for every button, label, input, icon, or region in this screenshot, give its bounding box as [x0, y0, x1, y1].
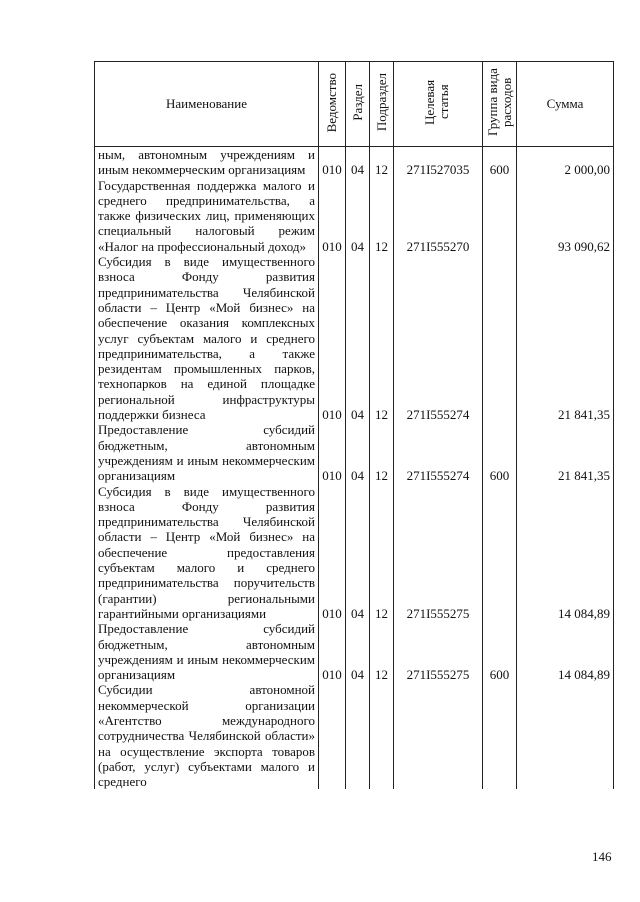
cell-target-article: 271I555275: [394, 484, 483, 622]
cell-expense-group: [483, 484, 517, 622]
cell-target-article: 271I555270: [394, 178, 483, 254]
cell-section: 04: [346, 484, 370, 622]
header-target-article-label: Целевая статья: [422, 79, 451, 125]
cell-amount: [517, 682, 614, 789]
cell-section: 04: [346, 621, 370, 682]
cell-amount: 93 090,62: [517, 178, 614, 254]
cell-name: Предоставление субсидий бюджетным, автономным учреждениям и иным некоммерческим организациям: [95, 621, 319, 682]
cell-department: 010: [319, 422, 346, 483]
cell-department: [319, 682, 346, 789]
cell-amount: 21 841,35: [517, 422, 614, 483]
cell-amount: 21 841,35: [517, 254, 614, 422]
table-row: [95, 682, 614, 789]
cell-department: 010: [319, 484, 346, 622]
cell-section: 04: [346, 178, 370, 254]
table-row: [95, 422, 614, 483]
cell-name: Государственная поддержка малого и среднего предпринимательства, а также физических лиц, применяющих специальный налоговый режим «Налог на профессиональный доход»: [95, 178, 319, 254]
budget-table: [94, 61, 614, 789]
cell-department: 010: [319, 178, 346, 254]
cell-name: ным, автономным учреждениям и иным некоммерческим организациям: [95, 147, 319, 178]
header-target-article: [394, 62, 483, 147]
table-row: [95, 254, 614, 422]
table-body: [95, 147, 614, 790]
cell-department: 010: [319, 147, 346, 178]
header-name: Наименование: [95, 62, 319, 147]
header-section: [346, 62, 370, 147]
header-department-label: Ведомство: [324, 72, 339, 133]
header-subsection-label: Подраздел: [373, 73, 389, 132]
header-expense-group: [483, 62, 517, 147]
table-row: [95, 147, 614, 178]
page-number: 146: [592, 849, 612, 864]
cell-amount: 14 084,89: [517, 484, 614, 622]
cell-subsection: [370, 682, 394, 789]
cell-target-article: [394, 682, 483, 789]
header-amount: Сумма: [517, 62, 614, 147]
cell-name: Субсидии автономной некоммерческой организации «Агентство международного сотрудничества Челябинской области» на осуществление экспорта товаров (работ, услуг) субъектами малого и среднего: [95, 682, 319, 789]
cell-subsection: 12: [370, 147, 394, 178]
cell-expense-group: 600: [483, 147, 517, 178]
cell-section: 04: [346, 147, 370, 178]
cell-name: Субсидия в виде имущественного взноса Фонду развития предпринимательства Челябинской области – Центр «Мой бизнес» на обеспечение предоставления субъектам малого и среднего предпринимательства поручительств (гарантии) региональными гарантийными организациями: [95, 484, 319, 622]
cell-section: 04: [346, 422, 370, 483]
budget-table-container: [94, 61, 613, 831]
cell-subsection: 12: [370, 621, 394, 682]
cell-expense-group: [483, 178, 517, 254]
cell-expense-group: 600: [483, 422, 517, 483]
cell-target-article: 271I555274: [394, 254, 483, 422]
cell-section: 04: [346, 254, 370, 422]
table-row: [95, 484, 614, 622]
table-header: [95, 62, 614, 147]
header-row: [95, 62, 614, 147]
header-expense-group-label: Группа вида расходов: [485, 68, 514, 137]
cell-target-article: 271I555275: [394, 621, 483, 682]
cell-name: Предоставление субсидий бюджетным, автономным учреждениям и иным некоммерческим организациям: [95, 422, 319, 483]
cell-section: [346, 682, 370, 789]
header-department: [319, 62, 346, 147]
cell-target-article: 271I555274: [394, 422, 483, 483]
cell-amount: 14 084,89: [517, 621, 614, 682]
cell-amount: 2 000,00: [517, 147, 614, 178]
cell-department: 010: [319, 621, 346, 682]
header-section-label: Раздел: [349, 83, 365, 121]
cell-subsection: 12: [370, 422, 394, 483]
header-subsection: [370, 62, 394, 147]
cell-expense-group: [483, 254, 517, 422]
cell-subsection: 12: [370, 254, 394, 422]
table-row: [95, 621, 614, 682]
cell-name: Субсидия в виде имущественного взноса Фонду развития предпринимательства Челябинской области – Центр «Мой бизнес» на обеспечение оказания комплексных услуг субъектам малого и среднего предпринимательства, а также резидентам промышленных парков, технопарков на единой площадке региональной инфраструктуры поддержки бизнеса: [95, 254, 319, 422]
cell-subsection: 12: [370, 484, 394, 622]
cell-target-article: 271I527035: [394, 147, 483, 178]
cell-department: 010: [319, 254, 346, 422]
cell-subsection: 12: [370, 178, 394, 254]
table-row: [95, 178, 614, 254]
cell-expense-group: 600: [483, 621, 517, 682]
cell-expense-group: [483, 682, 517, 789]
